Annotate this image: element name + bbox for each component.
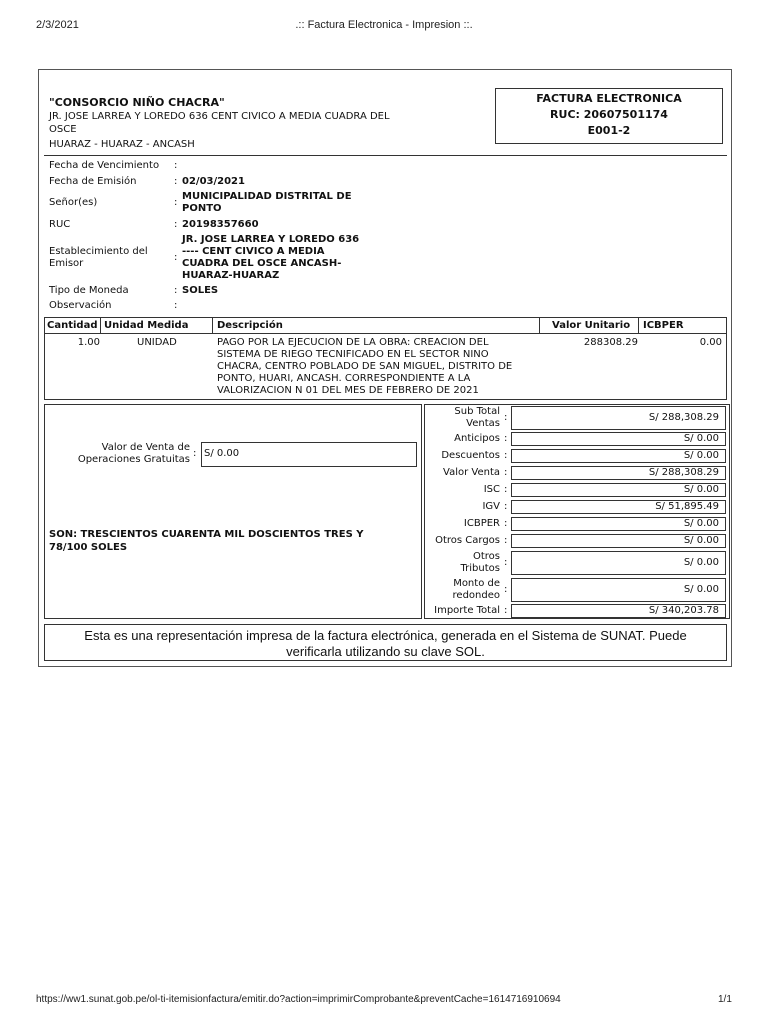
customer-name-line1: MUNICIPALIDAD DISTRITAL DE (182, 191, 352, 202)
total-label: redondeo (452, 590, 500, 601)
issue-date-value: 02/03/2021 (182, 176, 245, 187)
col-quantity-header: Cantidad (47, 320, 98, 331)
amount-in-words-line2: 78/100 SOLES (49, 542, 128, 553)
total-label: ICBPER (463, 518, 500, 529)
issuer-address-line2: OSCE (49, 124, 77, 135)
establishment-line4: HUARAZ-HUARAZ (182, 270, 280, 281)
free-ops-label-line2: Operaciones Gratuitas (77, 454, 190, 465)
total-label: Otros Cargos (435, 535, 500, 546)
document-type: FACTURA ELECTRONICA (536, 92, 682, 105)
amount-in-words-line1: SON: TRESCIENTOS CUARENTA MIL DOSCIENTOS TRES Y (49, 529, 364, 540)
issue-date-label: Fecha de Emisión (49, 176, 137, 187)
total-label: Tributos (460, 563, 500, 574)
print-page-count: 1/1 (718, 994, 732, 1005)
table-row-unit: UNIDAD (137, 337, 177, 348)
issuer-address-line1: JR. JOSE LARREA Y LOREDO 636 CENT CIVICO A MEDIA CUADRA DEL (49, 111, 390, 122)
print-title: .:: Factura Electronica - Impresion ::. (295, 19, 473, 31)
otros-cargos-value: S/ 0.00 (511, 534, 726, 548)
total-label: Ventas (466, 418, 500, 429)
igv-value: S/ 51,895.49 (511, 500, 726, 514)
icbper-total-value: S/ 0.00 (511, 517, 726, 531)
document-ruc: RUC: 20607501174 (550, 108, 668, 121)
customer-ruc-label: RUC (49, 219, 71, 230)
total-label: Otros (472, 551, 500, 562)
print-date: 2/3/2021 (36, 19, 79, 31)
subtotal-value: S/ 288,308.29 (511, 406, 726, 430)
summary-left-panel (44, 404, 422, 619)
currency-value: SOLES (182, 285, 219, 296)
total-label: Anticipos (454, 433, 500, 444)
otros-tributos-value: S/ 0.00 (511, 551, 726, 575)
free-ops-label-line1: Valor de Venta de (101, 442, 190, 453)
table-row-icbper: 0.00 (699, 337, 722, 348)
table-row-description-line: SISTEMA DE RIEGO TECNIFICADO EN EL SECTOR NINO (217, 349, 489, 360)
issuer-city: HUARAZ - HUARAZ - ANCASH (49, 139, 195, 150)
total-label: Monto de (453, 578, 500, 589)
due-date-label: Fecha de Vencimiento (49, 160, 160, 171)
establishment-line3: CUADRA DEL OSCE ANCASH- (182, 258, 342, 269)
customer-label: Señor(es) (49, 197, 98, 208)
document-number: E001-2 (587, 124, 631, 137)
col-icbper-header: ICBPER (643, 320, 684, 331)
redondeo-value: S/ 0.00 (511, 578, 726, 602)
sunat-notice-line2: verificarla utilizando su clave SOL. (286, 644, 485, 659)
total-label: Importe Total (434, 605, 500, 616)
currency-label: Tipo de Moneda (49, 285, 129, 296)
customer-ruc-value: 20198357660 (182, 219, 259, 230)
issuer-name: "CONSORCIO NIÑO CHACRA" (49, 96, 225, 109)
sunat-notice-line1: Esta es una representación impresa de la factura electrónica, generada en el Sistema de SUNAT. Puede (84, 628, 687, 643)
free-ops-value: S/ 0.00 (201, 442, 417, 467)
importe-total-value: S/ 340,203.78 (511, 604, 726, 618)
total-label: Sub Total (454, 406, 500, 417)
establishment-line1: JR. JOSE LARREA Y LOREDO 636 (182, 234, 360, 245)
col-description-header: Descripción (217, 320, 283, 331)
total-label: IGV (482, 501, 500, 512)
isc-value: S/ 0.00 (511, 483, 726, 497)
col-unit-header: Unidad Medida (104, 320, 189, 331)
table-row-description-line: CHACRA, CENTRO POBLADO DE SAN MIGUEL, DISTRITO DE (217, 361, 513, 372)
observation-label: Observación (49, 300, 112, 311)
table-row-description-line: PAGO POR LA EJECUCION DE LA OBRA: CREACION DEL (217, 337, 489, 348)
total-label: ISC (483, 484, 500, 495)
total-label: Valor Venta (443, 467, 500, 478)
divider (44, 155, 727, 156)
table-row-description-line: PONTO, HUARI, ANCASH. CORRESPONDIENTE A LA (217, 373, 471, 384)
table-row-description-line: VALORIZACION N 01 DEL MES DE FEBRERO DE 2021 (217, 385, 479, 396)
establishment-label-line1: Establecimiento del (49, 246, 148, 257)
anticipos-value: S/ 0.00 (511, 432, 726, 446)
descuentos-value: S/ 0.00 (511, 449, 726, 463)
customer-name-line2: PONTO (182, 203, 222, 214)
col-unit-value-header: Valor Unitario (552, 320, 631, 331)
table-row-quantity: 1.00 (77, 337, 100, 348)
total-label: Descuentos (441, 450, 500, 461)
establishment-label-line2: Emisor (49, 258, 84, 269)
valor-venta-value: S/ 288,308.29 (511, 466, 726, 480)
print-url: https://ww1.sunat.gob.pe/ol-ti-itemisionfactura/emitir.do?action=imprimirComprobante&preventCache=1614716910694 (36, 994, 561, 1005)
establishment-line2: ---- CENT CIVICO A MEDIA (182, 246, 325, 257)
table-row-unit-value: 288308.29 (583, 337, 638, 348)
